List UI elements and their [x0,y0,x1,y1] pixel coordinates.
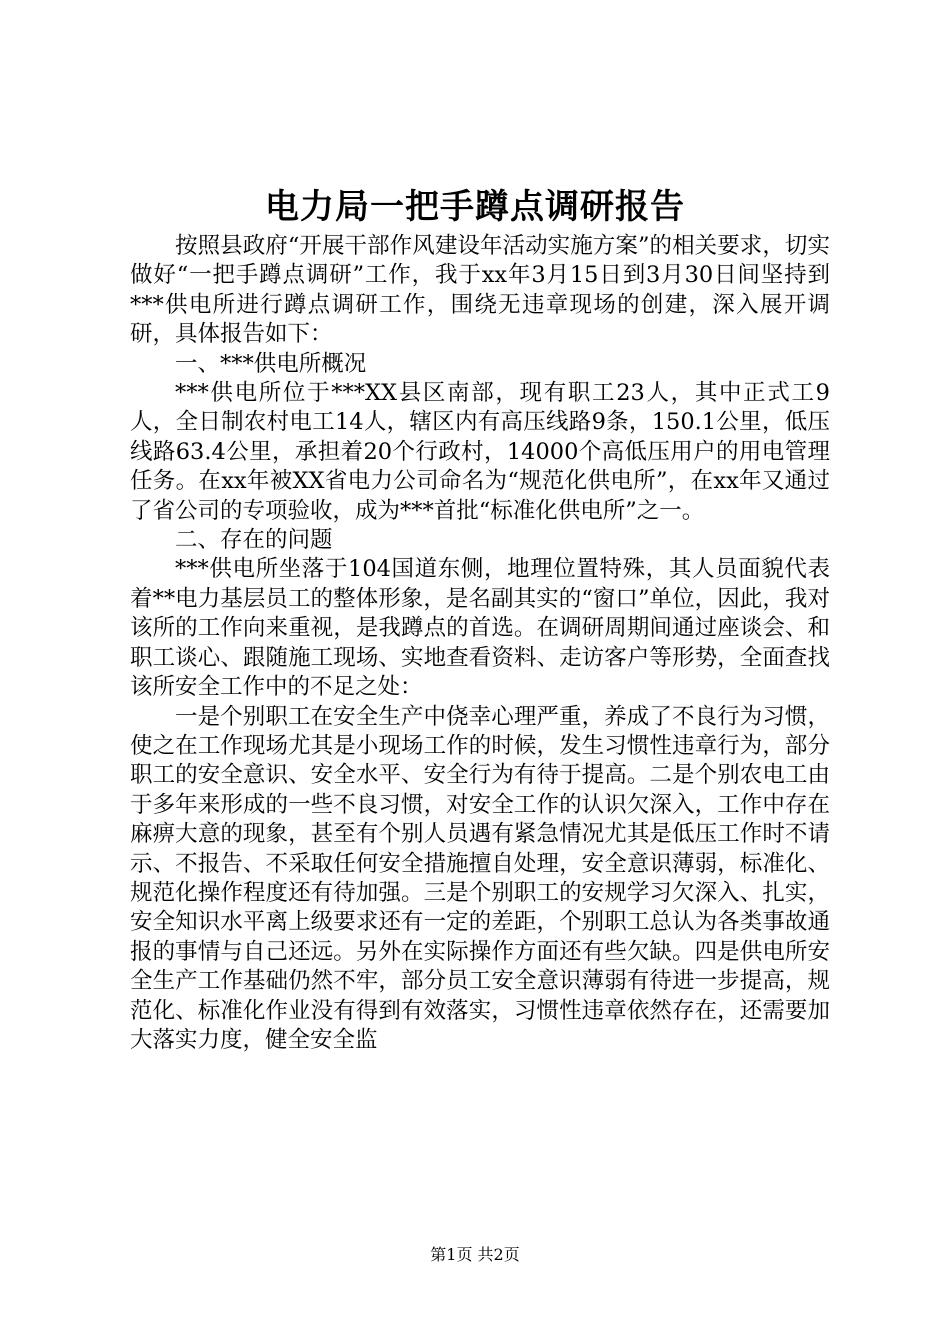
section-heading-overview: 一、***供电所概况 [175,350,367,377]
problems-intro-paragraph: ***供电所坐落于104国道东侧，地理位置特殊，其人员面貌代表着**电力基层员工的整体形象，是名副其实的“窗口”单位，因此，我对该所的工作向来重视，是我蹲点的首选。在调研周期间通过座谈会、和职工谈心、跟随施工现场、实地查看资料、走访客户等形势，全面查找该所安全工作中的不足之处： [130,556,830,701]
overview-paragraph: ***供电所位于***XX县区南部，现有职工23人，其中正式工9人，全日制农村电工14人，辖区内有高压线路9条，150.1公里，低压线路63.4公里，承担着20个行政村，14000个高低压用户的用电管理任务。在xx年被XX省电力公司命名为“规范化供电所”，在xx年又通过了省公司的专项验收，成为***首批“标准化供电所”之一。 [130,380,830,524]
document-title: 电力局一把手蹲点调研报告 [265,187,685,227]
intro-paragraph: 按照县政府“开展干部作风建设年活动实施方案”的相关要求，切实做好“一把手蹲点调研”工作，我于xx年3月15日到3月30日间坚持到***供电所进行蹲点调研工作，围绕无违章现场的创建，深入展开调研，具体报告如下： [130,233,830,348]
document-body [130,232,830,1055]
page-number-footer: 第1页 共2页 [430,1245,520,1264]
problems-detail-paragraph: 一是个别职工在安全生产中侥幸心理严重，养成了不良行为习惯，使之在工作现场尤其是小现场工作的时候，发生习惯性违章行为，部分职工的安全意识、安全水平、安全行为有待于提高。二是个别农电工由于多年来形成的一些不良习惯，对安全工作的认识欠深入，工作中存在麻痹大意的现象，甚至有个别人员遇有紧急情况尤其是低压工作时不请示、不报告、不采取任何安全措施擅自处理，安全意识薄弱，标准化、规范化操作程度还有待加强。三是个别职工的安规学习欠深入、扎实，安全知识水平离上级要求还有一定的差距，个别职工总认为各类事故通报的事情与自己还远。另外在实际操作方面还有些欠缺。四是供电所安全生产工作基础仍然不牢，部分员工安全意识薄弱有待进一步提高，规范化、标准化作业没有得到有效落实，习惯性违章依然存在，还需要加大落实力度，健全安全监 [130,703,830,1053]
section-heading-problems: 二、存在的问题 [175,527,333,554]
